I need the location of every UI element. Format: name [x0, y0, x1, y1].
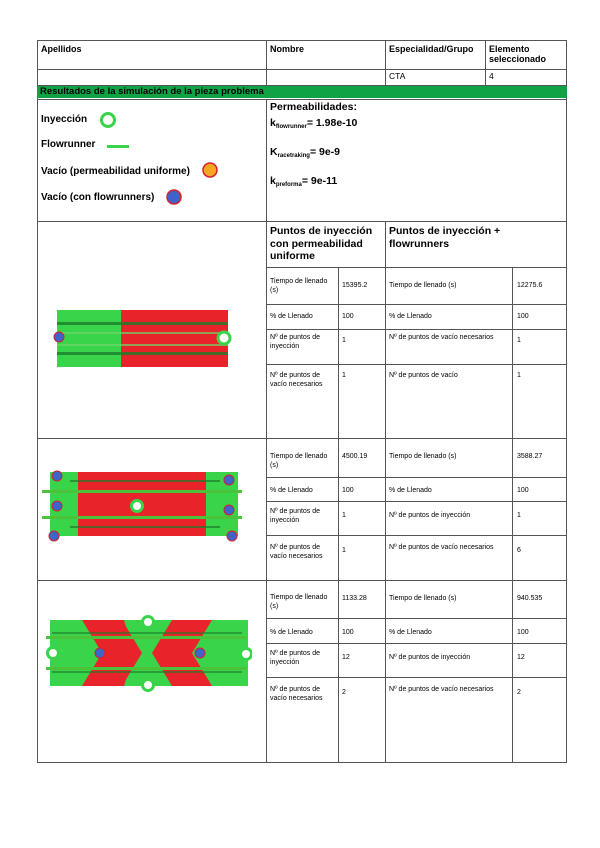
value-vacio-flow: 6: [517, 547, 521, 554]
banner-title: Resultados de la simulación de la pieza problema: [40, 86, 264, 97]
header-elemento: Elemento seleccionado: [489, 44, 547, 64]
row-line: [266, 477, 566, 478]
label-llenado-flow: % de Llenado: [389, 487, 432, 494]
label-llenado: % de Llenado: [270, 313, 313, 320]
section-divider: [37, 580, 567, 581]
simulation-image-3: [42, 614, 252, 692]
value-vacio-uniform: 1: [342, 547, 346, 554]
value-iny-uniform: 12: [342, 654, 350, 661]
row-line: [266, 535, 566, 536]
header-especialidad: Especialidad/Grupo: [389, 44, 474, 54]
vent-uniform-icon: [201, 161, 219, 179]
col-line: [338, 267, 339, 762]
value-llenado-uniform: 100: [342, 487, 354, 494]
label-tiempo-flow: Tiempo de llenado (s): [389, 453, 457, 460]
label-n-vacio: Nº de puntos de vacío necesarios: [270, 372, 323, 388]
row-line: [266, 304, 566, 305]
value-tiempo-uniform: 1133.28: [342, 595, 367, 602]
simulation-image-2: [40, 466, 245, 542]
label-n-vacio-flow: Nº de puntos de vacío necesarios: [389, 334, 494, 341]
label-tiempo: Tiempo de llenado (s): [270, 594, 328, 610]
row-line: [37, 69, 567, 70]
label-llenado: % de Llenado: [270, 629, 313, 636]
label-llenado-flow: % de Llenado: [389, 629, 432, 636]
permeabilities-title: Permeabilidades:: [270, 101, 357, 113]
row-line: [37, 221, 567, 222]
label-llenado-flow: % de Llenado: [389, 313, 432, 320]
label-n-vacio: Nº de puntos de vacío necesarios: [270, 686, 323, 702]
column-header-flowrunners: Puntos de inyección + flowrunners: [389, 225, 501, 250]
row-line: [266, 329, 566, 330]
label-tiempo-flow: Tiempo de llenado (s): [389, 595, 457, 602]
row-line: [266, 677, 566, 678]
injection-marker-icon: [99, 111, 117, 129]
label-n-iny: Nº de puntos de inyección: [270, 508, 321, 524]
k-flowrunner: $k_{flowrunner}= 1.98e-10$: [270, 117, 358, 130]
section-divider: [37, 438, 567, 439]
value-vacio-uniform: 2: [342, 689, 346, 696]
header-apellidos: Apellidos: [41, 44, 82, 54]
row-line: [266, 267, 566, 268]
row-line: [37, 99, 567, 100]
especialidad-value: CTA: [389, 71, 406, 81]
value-tiempo-flow: 3588.27: [517, 453, 543, 460]
label-n-vacio-short: Nº de puntos de vacío: [389, 372, 458, 379]
table-border-right: [566, 40, 567, 762]
results-banner: [37, 86, 567, 98]
k-preforma: $k_{preforma}= 9e-11$: [270, 175, 338, 188]
table-border-top: [37, 40, 567, 41]
value-iny-uniform: 1: [342, 512, 346, 519]
table-border-left: [37, 40, 38, 762]
label-tiempo: Tiempo de llenado (s): [270, 278, 328, 294]
col-line: [385, 221, 386, 762]
value-tiempo-uniform: 15395.2: [342, 282, 368, 289]
value-iny-flow: 1: [517, 512, 521, 519]
value-llenado-uniform: 100: [342, 313, 354, 320]
label-n-iny-flow: Nº de puntos de inyección: [389, 512, 471, 519]
table-border-bottom: [37, 762, 567, 763]
col-line: [512, 267, 513, 762]
value-llenado-flow: 100: [517, 629, 529, 636]
label-n-vacio-flow: Nº de puntos de vacío necesarios: [389, 544, 494, 551]
col-line: [266, 99, 267, 762]
row-line: [266, 618, 566, 619]
label-n-vacio-flow: Nº de puntos de vacío necesarios: [389, 686, 494, 693]
row-line: [266, 501, 566, 502]
legend-inyeccion-label: Inyección: [41, 114, 88, 125]
label-n-iny: Nº de puntos de inyección: [270, 334, 321, 350]
value-iny-uniform: 1: [342, 337, 346, 344]
label-n-vacio: Nº de puntos de vacío necesarios: [270, 544, 323, 560]
value-llenado-flow: 100: [517, 487, 529, 494]
col-line: [385, 40, 386, 86]
flowrunner-line-icon: [107, 145, 129, 148]
header-nombre: Nombre: [270, 44, 305, 54]
col-line: [485, 40, 486, 86]
label-llenado: % de Llenado: [270, 487, 313, 494]
value-llenado-flow: 100: [517, 313, 529, 320]
value-vacio-uniform: 1: [342, 372, 346, 379]
value-tiempo-flow: 12275.6: [517, 282, 543, 289]
label-tiempo-flow: Tiempo de llenado (s): [389, 282, 457, 289]
legend-flowrunner-label: Flowrunner: [41, 139, 96, 150]
legend-vacio-uniforme-label: Vacío (permeabilidad uniforme): [41, 166, 190, 177]
elemento-value: 4: [489, 71, 494, 81]
value-iny-flow: 12: [517, 654, 525, 661]
value-vacio-flow: 1: [517, 372, 521, 379]
column-header-uniform: Puntos de inyección con permeabilidad uniforme: [270, 225, 373, 262]
row-line: [266, 364, 566, 365]
vent-flowrunner-icon: [165, 188, 183, 206]
value-iny-flow: 1: [517, 337, 521, 344]
label-n-iny: Nº de puntos de inyección: [270, 650, 321, 666]
label-n-iny-flow: Nº de puntos de inyección: [389, 654, 471, 661]
col-line: [266, 40, 267, 86]
k-racetraking: $K_{racetraking}= 9e-9$: [270, 146, 341, 159]
value-tiempo-uniform: 4500.19: [342, 453, 368, 460]
row-line: [266, 643, 566, 644]
value-llenado-uniform: 100: [342, 629, 354, 636]
label-tiempo: Tiempo de llenado (s): [270, 453, 328, 469]
legend-vacio-flowrunners-label: Vacío (con flowrunners): [41, 192, 155, 203]
simulation-image-1: [50, 308, 240, 370]
value-vacio-flow: 2: [517, 689, 521, 696]
value-tiempo-flow: 940.535: [517, 595, 543, 602]
